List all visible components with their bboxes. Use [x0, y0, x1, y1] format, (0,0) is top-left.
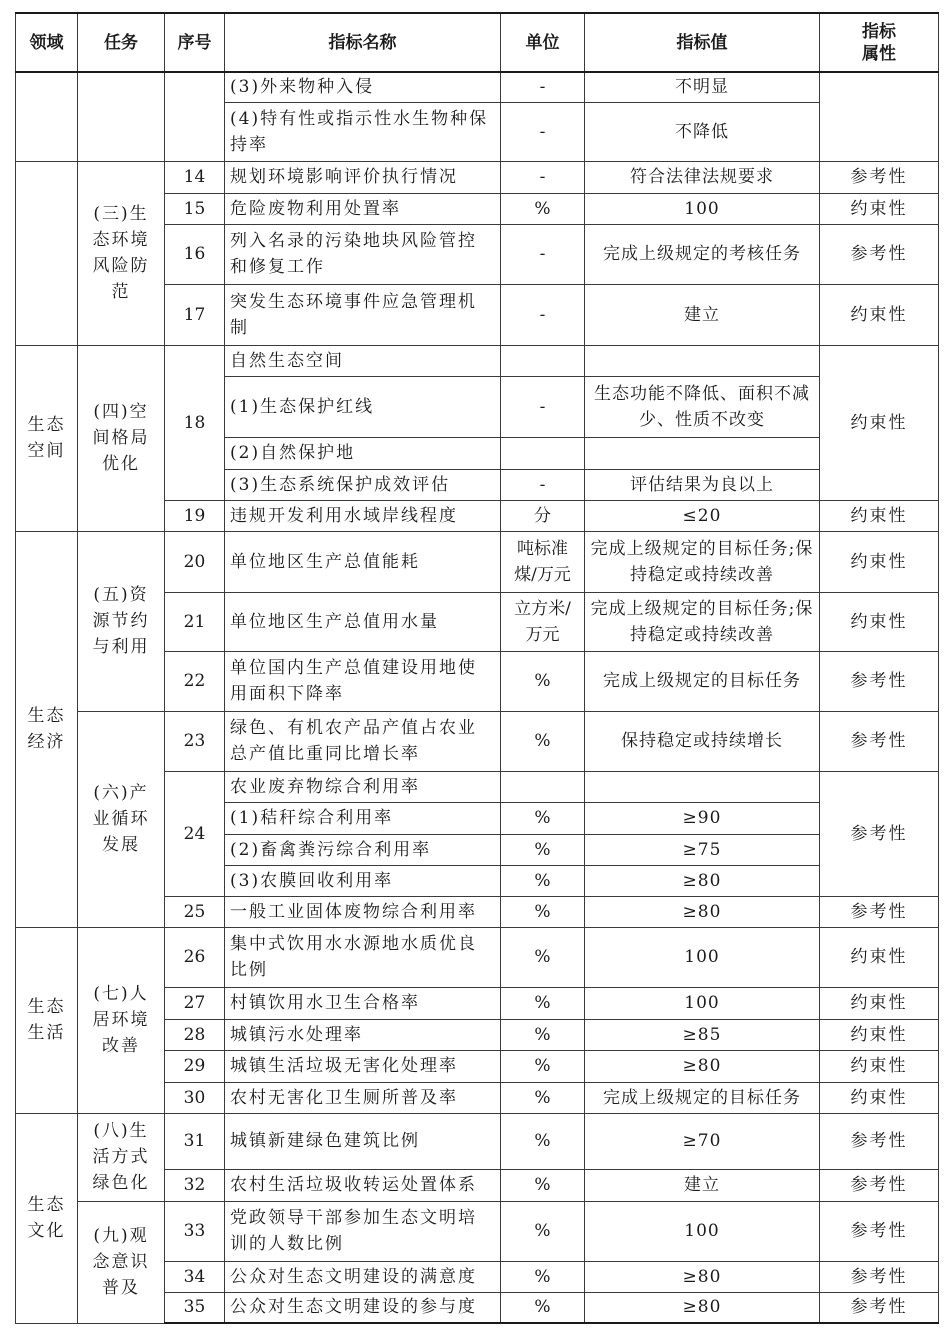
task-line: 优化	[102, 454, 140, 474]
indicator-no: 18	[165, 345, 225, 500]
task-line: 发展	[102, 835, 140, 855]
indicator-attr: 约束性	[820, 500, 939, 531]
indicator-value-empty	[585, 771, 820, 802]
table-row	[16, 711, 939, 771]
indicator-attr: 参考性	[820, 1201, 939, 1261]
indicator-value: 100	[585, 1201, 820, 1261]
task-line: (八)生	[93, 1121, 149, 1141]
indicator-value: ≥90	[585, 802, 820, 834]
indicator-no: 19	[165, 500, 225, 531]
indicator-value: 建立	[585, 284, 820, 345]
indicator-name: (2)畜禽粪污综合利用率	[225, 834, 501, 865]
indicator-name: 单位地区生产总值能耗	[225, 531, 501, 592]
indicator-no: 30	[165, 1082, 225, 1113]
indicator-unit-empty	[501, 345, 585, 376]
indicator-no: 28	[165, 1019, 225, 1050]
indicator-attr: 参考性	[820, 711, 939, 771]
indicator-attr: 约束性	[820, 1082, 939, 1113]
indicator-unit: -	[501, 284, 585, 345]
task-line: 间格局	[92, 428, 150, 448]
indicator-value: 完成上级规定的目标任务	[585, 651, 820, 711]
indicator-name: 一般工业固体废物综合利用率	[225, 896, 501, 927]
indicator-unit: 分	[501, 500, 585, 531]
indicator-attr: 参考性	[820, 771, 939, 896]
indicator-no: 32	[165, 1169, 225, 1201]
task-line: 与利用	[92, 637, 150, 657]
indicator-name: 城镇生活垃圾无害化处理率	[225, 1050, 501, 1082]
domain-cell	[16, 531, 78, 927]
indicator-value: ≥80	[585, 1050, 820, 1082]
indicator-name: (2)自然保护地	[225, 437, 501, 469]
task-line: (七)人	[93, 984, 149, 1004]
indicator-unit: %	[501, 193, 585, 224]
indicator-name: 单位地区生产总值用水量	[225, 592, 501, 651]
domain-line: 经济	[27, 732, 66, 752]
header-value: 指标值	[585, 13, 820, 72]
task-line: 范	[111, 282, 131, 302]
indicator-value: ≥80	[585, 1292, 820, 1323]
table-row	[16, 927, 939, 987]
header-unit: 单位	[501, 13, 585, 72]
indicator-name: 公众对生态文明建设的参与度	[225, 1292, 501, 1323]
indicator-no: 27	[165, 987, 225, 1019]
task-line: (六)产	[93, 783, 149, 803]
indicator-value: 不降低	[585, 102, 820, 161]
header-task: 任务	[78, 13, 165, 72]
indicator-unit: -	[501, 376, 585, 437]
indicator-no: 35	[165, 1292, 225, 1323]
indicator-value: ≥85	[585, 1019, 820, 1050]
domain-cell	[16, 1113, 78, 1323]
indicator-name: 农业废弃物综合利用率	[225, 771, 501, 802]
indicator-attr: 参考性	[820, 224, 939, 284]
indicator-name: (1)生态保护红线	[225, 376, 501, 437]
indicator-name: 自然生态空间	[225, 345, 501, 376]
indicator-name: 违规开发利用水域岸线程度	[225, 500, 501, 531]
task-line: 源节约	[92, 611, 150, 631]
indicator-value: ≥75	[585, 834, 820, 865]
indicator-value: ≤20	[585, 500, 820, 531]
indicator-name: 集中式饮用水水源地水质优良比例	[225, 927, 501, 987]
indicator-unit: %	[501, 651, 585, 711]
indicator-no: 15	[165, 193, 225, 224]
indicator-unit: %	[501, 1113, 585, 1169]
indicator-unit-empty	[501, 437, 585, 469]
task-line: 态环境	[92, 230, 150, 250]
indicator-unit: %	[501, 834, 585, 865]
indicator-no: 34	[165, 1261, 225, 1292]
domain-line: 生态	[27, 1195, 66, 1215]
indicator-value: 评估结果为良以上	[585, 469, 820, 500]
indicator-table	[15, 12, 939, 1324]
indicator-unit-empty	[501, 771, 585, 802]
task-cell	[78, 161, 165, 345]
no-cell-empty	[165, 72, 225, 161]
indicator-unit: -	[501, 469, 585, 500]
indicator-attr: 参考性	[820, 1292, 939, 1323]
indicator-name: (4)特有性或指示性水生物种保持率	[225, 102, 501, 161]
indicator-no: 33	[165, 1201, 225, 1261]
task-line: (五)资	[93, 585, 149, 605]
domain-line: 空间	[27, 441, 66, 461]
task-line: 活方式	[92, 1147, 150, 1167]
indicator-no: 14	[165, 161, 225, 193]
header-no: 序号	[165, 13, 225, 72]
indicator-value: 完成上级规定的目标任务	[585, 1082, 820, 1113]
header-row	[16, 13, 939, 72]
task-cell	[78, 531, 165, 711]
indicator-name: 城镇新建绿色建筑比例	[225, 1113, 501, 1169]
indicator-value: 生态功能不降低、面积不减少、性质不改变	[585, 376, 820, 437]
indicator-no: 21	[165, 592, 225, 651]
indicator-value: 完成上级规定的考核任务	[585, 224, 820, 284]
indicator-name: 单位国内生产总值建设用地使用面积下降率	[225, 651, 501, 711]
indicator-attr: 参考性	[820, 1113, 939, 1169]
indicator-unit: %	[501, 1050, 585, 1082]
indicator-name: (3)生态系统保护成效评估	[225, 469, 501, 500]
task-line: (四)空	[93, 402, 149, 422]
task-line: 居环境	[92, 1010, 150, 1030]
indicator-unit: %	[501, 1261, 585, 1292]
task-line: 风险防	[92, 256, 150, 276]
indicator-name: 规划环境影响评价执行情况	[225, 161, 501, 193]
indicator-value: ≥70	[585, 1113, 820, 1169]
task-cell	[78, 1201, 165, 1323]
indicator-attr: 约束性	[820, 1050, 939, 1082]
task-cell	[78, 1113, 165, 1201]
indicator-attr: 约束性	[820, 531, 939, 592]
task-line: 绿色化	[92, 1173, 150, 1193]
task-line: 念意识	[92, 1252, 150, 1272]
task-cell	[78, 927, 165, 1113]
table-row	[16, 1201, 939, 1261]
domain-line: 生态	[27, 706, 66, 726]
indicator-no: 29	[165, 1050, 225, 1082]
indicator-attr: 约束性	[820, 345, 939, 500]
indicator-name: (3)外来物种入侵	[225, 72, 501, 102]
indicator-attr: 约束性	[820, 592, 939, 651]
indicator-unit: %	[501, 1292, 585, 1323]
header-domain: 领域	[16, 13, 78, 72]
indicator-name: (3)农膜回收利用率	[225, 865, 501, 896]
indicator-name: 党政领导干部参加生态文明培训的人数比例	[225, 1201, 501, 1261]
indicator-name: 农村无害化卫生厕所普及率	[225, 1082, 501, 1113]
indicator-attr: 约束性	[820, 193, 939, 224]
indicator-no: 20	[165, 531, 225, 592]
indicator-attr: 参考性	[820, 1261, 939, 1292]
indicator-value: 100	[585, 193, 820, 224]
table-row	[16, 161, 939, 193]
indicator-name: 突发生态环境事件应急管理机制	[225, 284, 501, 345]
indicator-name: 城镇污水处理率	[225, 1019, 501, 1050]
indicator-unit: %	[501, 711, 585, 771]
indicator-unit: %	[501, 896, 585, 927]
indicator-no: 17	[165, 284, 225, 345]
indicator-value-empty	[585, 345, 820, 376]
indicator-attr: 参考性	[820, 651, 939, 711]
task-line: 业循环	[92, 809, 150, 829]
indicator-unit: %	[501, 802, 585, 834]
table-row	[16, 1113, 939, 1169]
indicator-no: 24	[165, 771, 225, 896]
indicator-value: 建立	[585, 1169, 820, 1201]
indicator-unit: -	[501, 72, 585, 102]
attr-cell-empty	[820, 72, 939, 161]
header-attr-line1: 指标	[862, 21, 896, 42]
task-line: (九)观	[93, 1226, 149, 1246]
header-attr	[820, 13, 939, 72]
indicator-unit: %	[501, 927, 585, 987]
domain-line: 生活	[27, 1023, 66, 1043]
indicator-unit: %	[501, 865, 585, 896]
indicator-name: 村镇饮用水卫生合格率	[225, 987, 501, 1019]
task-cell-empty	[78, 72, 165, 161]
indicator-name: 公众对生态文明建设的满意度	[225, 1261, 501, 1292]
domain-line: 生态	[27, 997, 66, 1017]
indicator-unit: %	[501, 1169, 585, 1201]
indicator-attr: 参考性	[820, 896, 939, 927]
indicator-no: 31	[165, 1113, 225, 1169]
table-row	[16, 72, 939, 102]
indicator-attr: 参考性	[820, 161, 939, 193]
domain-cell-empty	[16, 161, 78, 345]
indicator-name: 农村生活垃圾收转运处置体系	[225, 1169, 501, 1201]
indicator-no: 16	[165, 224, 225, 284]
indicator-unit: %	[501, 1082, 585, 1113]
indicator-value: 完成上级规定的目标任务;保持稳定或持续改善	[585, 531, 820, 592]
indicator-name: (1)秸秆综合利用率	[225, 802, 501, 834]
indicator-no: 22	[165, 651, 225, 711]
indicator-unit: -	[501, 102, 585, 161]
indicator-name: 列入名录的污染地块风险管控和修复工作	[225, 224, 501, 284]
indicator-unit: -	[501, 161, 585, 193]
indicator-unit: %	[501, 1019, 585, 1050]
indicator-value: 完成上级规定的目标任务;保持稳定或持续改善	[585, 592, 820, 651]
indicator-value: 100	[585, 927, 820, 987]
indicator-unit: 吨标准煤/万元	[501, 531, 585, 592]
domain-line: 文化	[27, 1221, 66, 1241]
task-line: 改善	[102, 1036, 140, 1056]
indicator-attr: 约束性	[820, 987, 939, 1019]
indicator-value: ≥80	[585, 1261, 820, 1292]
indicator-no: 26	[165, 927, 225, 987]
table-row	[16, 345, 939, 376]
indicator-value: 符合法律法规要求	[585, 161, 820, 193]
domain-cell	[16, 345, 78, 531]
indicator-unit: -	[501, 224, 585, 284]
header-name: 指标名称	[225, 13, 501, 72]
indicator-value: ≥80	[585, 896, 820, 927]
indicator-no: 23	[165, 711, 225, 771]
indicator-attr: 约束性	[820, 284, 939, 345]
header-attr-line2: 属性	[862, 43, 896, 64]
indicator-attr: 约束性	[820, 927, 939, 987]
indicator-no: 25	[165, 896, 225, 927]
indicator-value: 100	[585, 987, 820, 1019]
indicator-value: ≥80	[585, 865, 820, 896]
domain-cell-empty	[16, 72, 78, 161]
indicator-value-empty	[585, 437, 820, 469]
domain-cell	[16, 927, 78, 1113]
task-cell	[78, 345, 165, 531]
task-line: 普及	[102, 1278, 140, 1298]
indicator-name: 危险废物利用处置率	[225, 193, 501, 224]
task-line: (三)生	[93, 204, 149, 224]
indicator-name: 绿色、有机农产品产值占农业总产值比重同比增长率	[225, 711, 501, 771]
table-row	[16, 531, 939, 592]
indicator-attr: 参考性	[820, 1169, 939, 1201]
indicator-unit: 立方米/万元	[501, 592, 585, 651]
domain-line: 生态	[27, 415, 66, 435]
indicator-value: 不明显	[585, 72, 820, 102]
indicator-unit: %	[501, 987, 585, 1019]
task-cell	[78, 711, 165, 927]
indicator-attr: 约束性	[820, 1019, 939, 1050]
indicator-unit: %	[501, 1201, 585, 1261]
indicator-value: 保持稳定或持续增长	[585, 711, 820, 771]
